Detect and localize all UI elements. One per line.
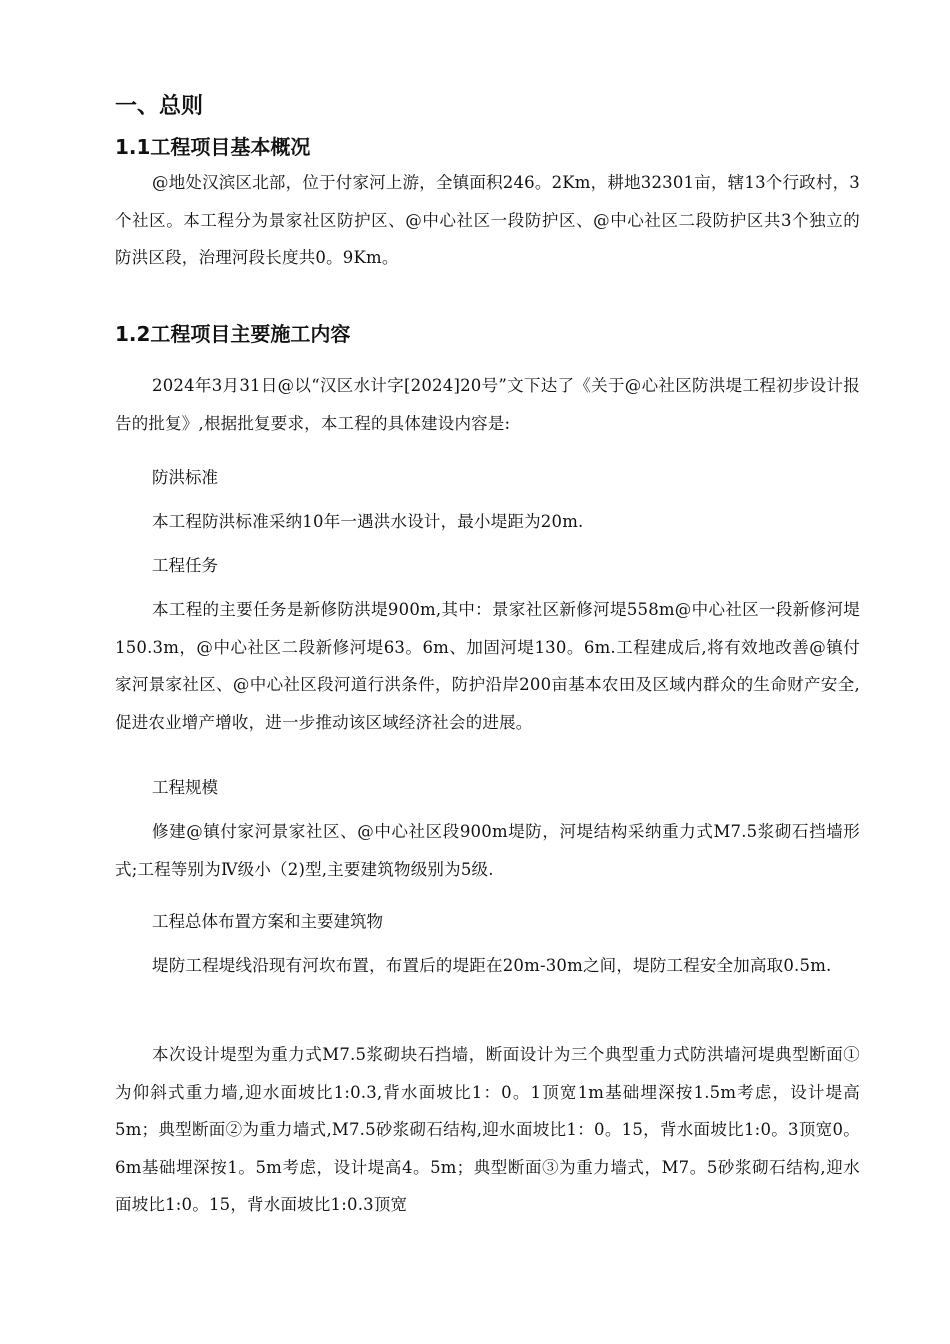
approval-paragraph: 2024年3月31日@以“汉区水计字[2024]20号”文下达了《关于@心社区防洪堤工程初步设计报告的批复》,根据批复要求，本工程的具体建设内容是: [115,376,860,433]
section-title: 一、总则 [115,94,204,119]
flood-standard-label: 防洪标准 [152,468,218,487]
project-task-paragraph: 本工程的主要任务是新修防洪堤900m,其中：景家社区新修河堤558m@中心社区一段新修河堤150.3m，@中心社区二段新修河堤63。6m、加固河堤130。6m.工程建成后,将有效地改善@镇付家河景家社区、@中心社区段河道行洪条件，防护沿岸200亩基本农田及区域内群众的生命财产安全,促进农业增产增收，进一步推动该区域经济社会的进展。 [115,600,860,732]
design-paragraph: 本次设计堤型为重力式M7.5浆砌块石挡墙，断面设计为三个典型重力式防洪墙河堤典型断面①为仰斜式重力墙,迎水面坡比1:0.3,背水面坡比1：0。1顶宽1m基础埋深按1.5m考虑，设计堤高5m；典型断面②为重力墙式,M7.5砂浆砌石结构,迎水面坡比1：0。15，背水面坡比1:0。3顶宽0。6m基础埋深按1。5m考虑，设计堤高4。5m；典型断面③为重力墙式，M7。5砂浆砌石结构,迎水面坡比1:0。15，背水面坡比1:0.3顶宽 [115,1045,860,1214]
overview-paragraph: @地处汉滨区北部，位于付家河上游，全镇面积246。2Km，耕地32301亩，辖13个行政村，3个社区。本工程分为景家社区防护区、@中心社区一段防护区、@中心社区二段防护区共3个独立的防洪区段，治理河段长度共0。9Km。 [115,173,860,267]
subsection-1-title: 1.1工程项目基本概况 [115,135,311,159]
project-task-label: 工程任务 [152,556,218,575]
layout-plan-label: 工程总体布置方案和主要建筑物 [152,912,383,931]
project-scale-label: 工程规模 [152,778,218,797]
subsection-2-title: 1.2工程项目主要施工内容 [115,322,351,346]
project-scale-paragraph: 修建@镇付家河景家社区、@中心社区段900m堤防，河堤结构采纳重力式M7.5浆砌石挡墙形式;工程等别为Ⅳ级小（2)型,主要建筑物级别为5级. [115,822,860,879]
layout-plan-paragraph: 堤防工程堤线沿现有河坎布置，布置后的堤距在20m-30m之间，堤防工程安全加高取0.5m. [152,956,832,975]
flood-standard-paragraph: 本工程防洪标准采纳10年一遇洪水设计，最小堤距为20m. [152,512,584,531]
